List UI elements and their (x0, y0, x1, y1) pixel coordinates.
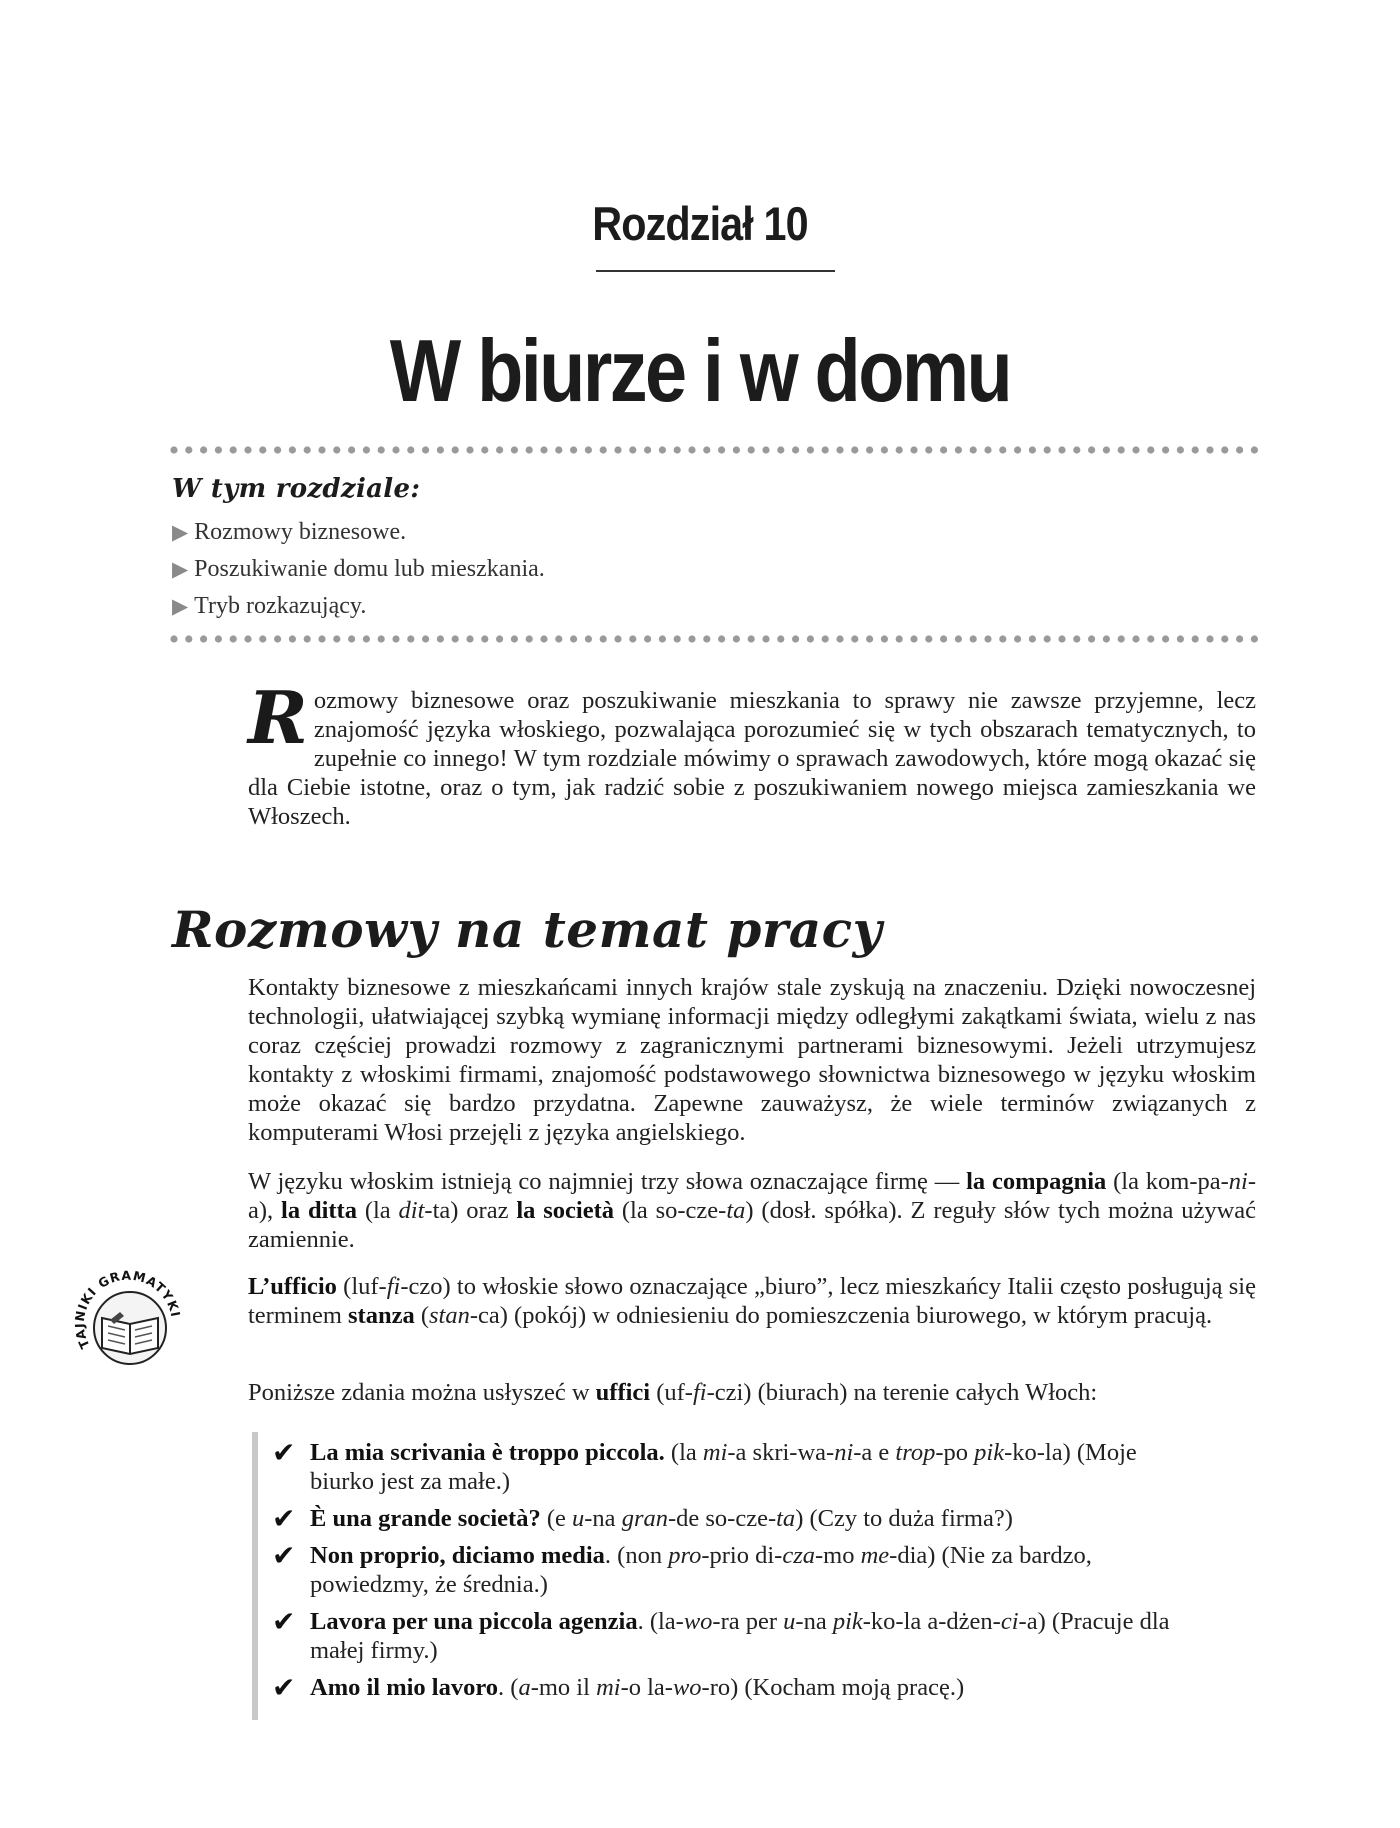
divider-dot (1044, 446, 1051, 453)
example-item (272, 1673, 1202, 1702)
divider-dot (407, 446, 414, 453)
divider-dot (955, 635, 962, 642)
divider-dot (1236, 635, 1243, 642)
divider-dot (925, 446, 932, 453)
divider-dot (170, 446, 177, 453)
drop-cap: R (248, 675, 308, 760)
divider-dot (762, 446, 769, 453)
divider-dot (970, 446, 977, 453)
divider-dot (407, 635, 414, 642)
divider-dot (1251, 635, 1258, 642)
divider-dot (822, 446, 829, 453)
example-pronunciation: (e u-na gran-de so-cze-ta) (540, 1505, 804, 1532)
divider-dot (496, 635, 503, 642)
divider-dot (555, 635, 562, 642)
body-paragraph-1: Kontakty biznesowe z mieszkańcami innych krajów stale zyskują na znaczeniu. Dzięki nowoczesnej technologii, ułatwiającej szybką wymianę informacji między odległymi zakątkami świata, wielu z nas coraz częściej prowadzi rozmowy z zagranicznymi partnerami biznesowymi. Jeżeli utrzymujesz kontakty z włoskimi firmami, znajomość podstawowego słownictwa biznesowego w języku włoskim może okazać się bardzo przydatna. Zapewne zauważysz, że wiele terminów związanych z komputerami Włosi przejęli z języka angielskiego. (248, 974, 1256, 1146)
divider-dot (851, 635, 858, 642)
divider-dot (348, 446, 355, 453)
divider-dot (1236, 446, 1243, 453)
divider-dot (925, 635, 932, 642)
divider-dot (318, 446, 325, 453)
divider-dot (466, 635, 473, 642)
divider-dot (807, 635, 814, 642)
divider-dot (614, 446, 621, 453)
chapter-rule (596, 270, 835, 272)
dotted-divider-bottom (170, 633, 1260, 645)
book-icon (68, 1262, 192, 1386)
divider-dot (1014, 635, 1021, 642)
divider-dot (1221, 446, 1228, 453)
divider-dot (1132, 635, 1139, 642)
divider-dot (910, 446, 917, 453)
divider-dot (1147, 446, 1154, 453)
divider-dot (644, 635, 651, 642)
divider-dot (555, 446, 562, 453)
divider-dot (1088, 635, 1095, 642)
divider-dot (378, 446, 385, 453)
list-item: ▶ Rozmowy biznesowe. (172, 519, 407, 545)
divider-dot (289, 635, 296, 642)
divider-dot (230, 635, 237, 642)
divider-dot (1103, 635, 1110, 642)
divider-dot (363, 446, 370, 453)
divider-dot (881, 635, 888, 642)
example-italian: Lavora per una piccola agenzia (310, 1608, 638, 1635)
divider-dot (437, 635, 444, 642)
divider-dot (540, 446, 547, 453)
divider-dot (259, 635, 266, 642)
divider-dot (629, 635, 636, 642)
divider-dot (1192, 446, 1199, 453)
example-item (272, 1607, 1202, 1665)
divider-dot (378, 635, 385, 642)
checkmark-icon: ✔ (272, 1436, 296, 1469)
divider-dot (496, 446, 503, 453)
divider-dot (733, 446, 740, 453)
divider-dot (585, 446, 592, 453)
divider-dot (304, 635, 311, 642)
divider-dot (1044, 635, 1051, 642)
divider-dot (718, 446, 725, 453)
section-title: Rozmowy na temat pracy (172, 900, 883, 959)
divider-dot (363, 635, 370, 642)
divider-dot (836, 635, 843, 642)
badge-label: TAJNIKI GRAMATYKI (71, 1267, 184, 1352)
divider-dot (1103, 446, 1110, 453)
divider-dot (244, 446, 251, 453)
divider-dot (215, 446, 222, 453)
grammar-tips-badge (68, 1262, 192, 1386)
example-translation: (Pracuje dla małej firmy.) (310, 1608, 1170, 1664)
checkmark-icon: ✔ (272, 1502, 296, 1535)
list-item: ▶ Tryb rozkazujący. (172, 593, 367, 619)
divider-dot (659, 635, 666, 642)
divider-dot (792, 635, 799, 642)
triangle-bullet-icon: ▶ (172, 520, 189, 544)
divider-dot (570, 635, 577, 642)
divider-dot (1251, 446, 1258, 453)
in-this-chapter-list (172, 514, 545, 625)
example-pronunciation: . (non pro-prio di-cza-mo me-dia) (604, 1542, 936, 1569)
divider-dot (526, 635, 533, 642)
divider-dot (940, 446, 947, 453)
divider-dot (792, 446, 799, 453)
divider-dot (200, 635, 207, 642)
divider-dot (422, 446, 429, 453)
divider-dot (777, 635, 784, 642)
divider-dot (822, 635, 829, 642)
checkmark-icon: ✔ (272, 1671, 296, 1704)
divider-dot (866, 446, 873, 453)
divider-dot (644, 446, 651, 453)
example-pronunciation: . (a-mo il mi-o la-wo-ro) (498, 1674, 739, 1701)
divider-dot (244, 635, 251, 642)
divider-dot (481, 446, 488, 453)
example-sidebar-bar (252, 1432, 258, 1720)
divider-dot (230, 446, 237, 453)
example-pronunciation: . (la-wo-ra per u-na pik-ko-la a-dżen-ci-a) (637, 1608, 1046, 1635)
divider-dot (777, 446, 784, 453)
divider-dot (333, 446, 340, 453)
divider-dot (629, 446, 636, 453)
divider-dot (215, 635, 222, 642)
divider-dot (1177, 446, 1184, 453)
divider-dot (674, 635, 681, 642)
divider-dot (718, 635, 725, 642)
divider-dot (881, 446, 888, 453)
divider-dot (762, 635, 769, 642)
divider-dot (1206, 446, 1213, 453)
example-translation: (Czy to duża firma?) (803, 1505, 1013, 1532)
chapter-label: Rozdział 10 (592, 197, 808, 250)
divider-dot (600, 635, 607, 642)
divider-dot (688, 446, 695, 453)
divider-dot (1162, 635, 1169, 642)
divider-dot (1029, 635, 1036, 642)
example-translation: (Kocham moją pracę.) (738, 1674, 965, 1701)
body-paragraph-3: L’ufficio (luf-fi-czo) to włoskie słowo oznaczające „biuro”, lecz mieszkańcy Italii często posługują się terminem stanza (stan-ca) (pokój) w odniesieniu do pomieszczenia biurowego, w którym pracują. (248, 1273, 1256, 1329)
example-translation: (Moje biurko jest za małe.) (310, 1439, 1137, 1495)
divider-dot (392, 446, 399, 453)
divider-dot (1029, 446, 1036, 453)
example-italian: La mia scrivania è troppo piccola. (310, 1439, 665, 1466)
divider-dot (984, 635, 991, 642)
body-paragraph-2: W języku włoskim istnieją co najmniej trzy słowa oznaczające firmę — la compagnia (la kom-pa-ni-a), la ditta (la dit-ta) oraz la società (la so-cze-ta) (dosł. spółka). Z reguły słów tych można używać zamiennie. (248, 1168, 1257, 1253)
divider-dot (940, 635, 947, 642)
divider-dot (999, 446, 1006, 453)
divider-dot (896, 446, 903, 453)
dotted-divider-top (170, 444, 1260, 456)
divider-dot (333, 635, 340, 642)
divider-dot (540, 635, 547, 642)
divider-dot (733, 635, 740, 642)
triangle-bullet-icon: ▶ (172, 594, 189, 618)
divider-dot (466, 446, 473, 453)
divider-dot (614, 635, 621, 642)
example-item (272, 1438, 1202, 1496)
example-italian: Amo il mio lavoro (310, 1674, 499, 1701)
divider-dot (200, 446, 207, 453)
divider-dot (955, 446, 962, 453)
divider-dot (896, 635, 903, 642)
example-italian: È una grande società? (310, 1505, 541, 1532)
example-italian: Non proprio, diciamo media (310, 1542, 605, 1569)
divider-dot (1147, 635, 1154, 642)
divider-dot (910, 635, 917, 642)
divider-dot (511, 635, 518, 642)
divider-dot (1132, 446, 1139, 453)
divider-dot (304, 446, 311, 453)
divider-dot (1206, 635, 1213, 642)
divider-dot (1177, 635, 1184, 642)
divider-dot (1221, 635, 1228, 642)
in-this-chapter-heading: W tym rozdziale: (172, 474, 421, 504)
divider-dot (703, 446, 710, 453)
divider-dot (170, 635, 177, 642)
divider-dot (274, 635, 281, 642)
divider-dot (392, 635, 399, 642)
chapter-title: W biurze i w domu (389, 321, 1011, 420)
list-item: ▶ Poszukiwanie domu lub mieszkania. (172, 556, 545, 582)
divider-dot (1014, 446, 1021, 453)
divider-dot (1118, 446, 1125, 453)
divider-dot (984, 446, 991, 453)
checkmark-icon: ✔ (272, 1605, 296, 1638)
divider-dot (289, 446, 296, 453)
divider-dot (1073, 446, 1080, 453)
intro-paragraph: Rozmowy biznesowe oraz poszukiwanie mieszkania to sprawy nie zawsze przyjemne, lecz znajomość języka włoskiego, pozwalająca porozumieć się w tych obszarach tematycznych, to zupełnie co innego! W tym rozdziale mówimy o sprawach zawodowych, które mogą okazać się dla Ciebie istotne, oraz o tym, jak radzić sobie z poszukiwaniem nowego miejsca zamieszkania we Włoszech. (248, 675, 1256, 830)
example-list (272, 1438, 1202, 1710)
divider-dot (437, 446, 444, 453)
body-paragraph-4: Poniższe zdania można usłyszeć w uffici (uf-fi-czi) (biurach) na terenie całych Włoch: (248, 1379, 1098, 1406)
divider-dot (999, 635, 1006, 642)
divider-dot (851, 446, 858, 453)
divider-dot (866, 635, 873, 642)
example-item (272, 1504, 1202, 1533)
divider-dot (585, 635, 592, 642)
divider-dot (836, 446, 843, 453)
divider-dot (318, 635, 325, 642)
divider-dot (259, 446, 266, 453)
divider-dot (526, 446, 533, 453)
divider-dot (1088, 446, 1095, 453)
divider-dot (688, 635, 695, 642)
divider-dot (348, 635, 355, 642)
divider-dot (274, 446, 281, 453)
divider-dot (511, 446, 518, 453)
divider-dot (1073, 635, 1080, 642)
divider-dot (185, 446, 192, 453)
divider-dot (570, 446, 577, 453)
divider-dot (422, 635, 429, 642)
divider-dot (452, 635, 459, 642)
example-pronunciation: (la mi-a skri-wa-ni-a e trop-po pik-ko-la) (664, 1439, 1071, 1466)
divider-dot (807, 446, 814, 453)
divider-dot (600, 446, 607, 453)
divider-dot (452, 446, 459, 453)
divider-dot (703, 635, 710, 642)
divider-dot (1058, 635, 1065, 642)
divider-dot (970, 635, 977, 642)
divider-dot (1058, 446, 1065, 453)
example-item (272, 1541, 1202, 1599)
divider-dot (481, 635, 488, 642)
divider-dot (748, 446, 755, 453)
divider-dot (185, 635, 192, 642)
divider-dot (1118, 635, 1125, 642)
checkmark-icon: ✔ (272, 1539, 296, 1572)
example-translation: (Nie za bardzo, powiedzmy, że średnia.) (310, 1542, 1092, 1598)
divider-dot (659, 446, 666, 453)
divider-dot (674, 446, 681, 453)
divider-dot (1192, 635, 1199, 642)
triangle-bullet-icon: ▶ (172, 557, 189, 581)
divider-dot (748, 635, 755, 642)
divider-dot (1162, 446, 1169, 453)
